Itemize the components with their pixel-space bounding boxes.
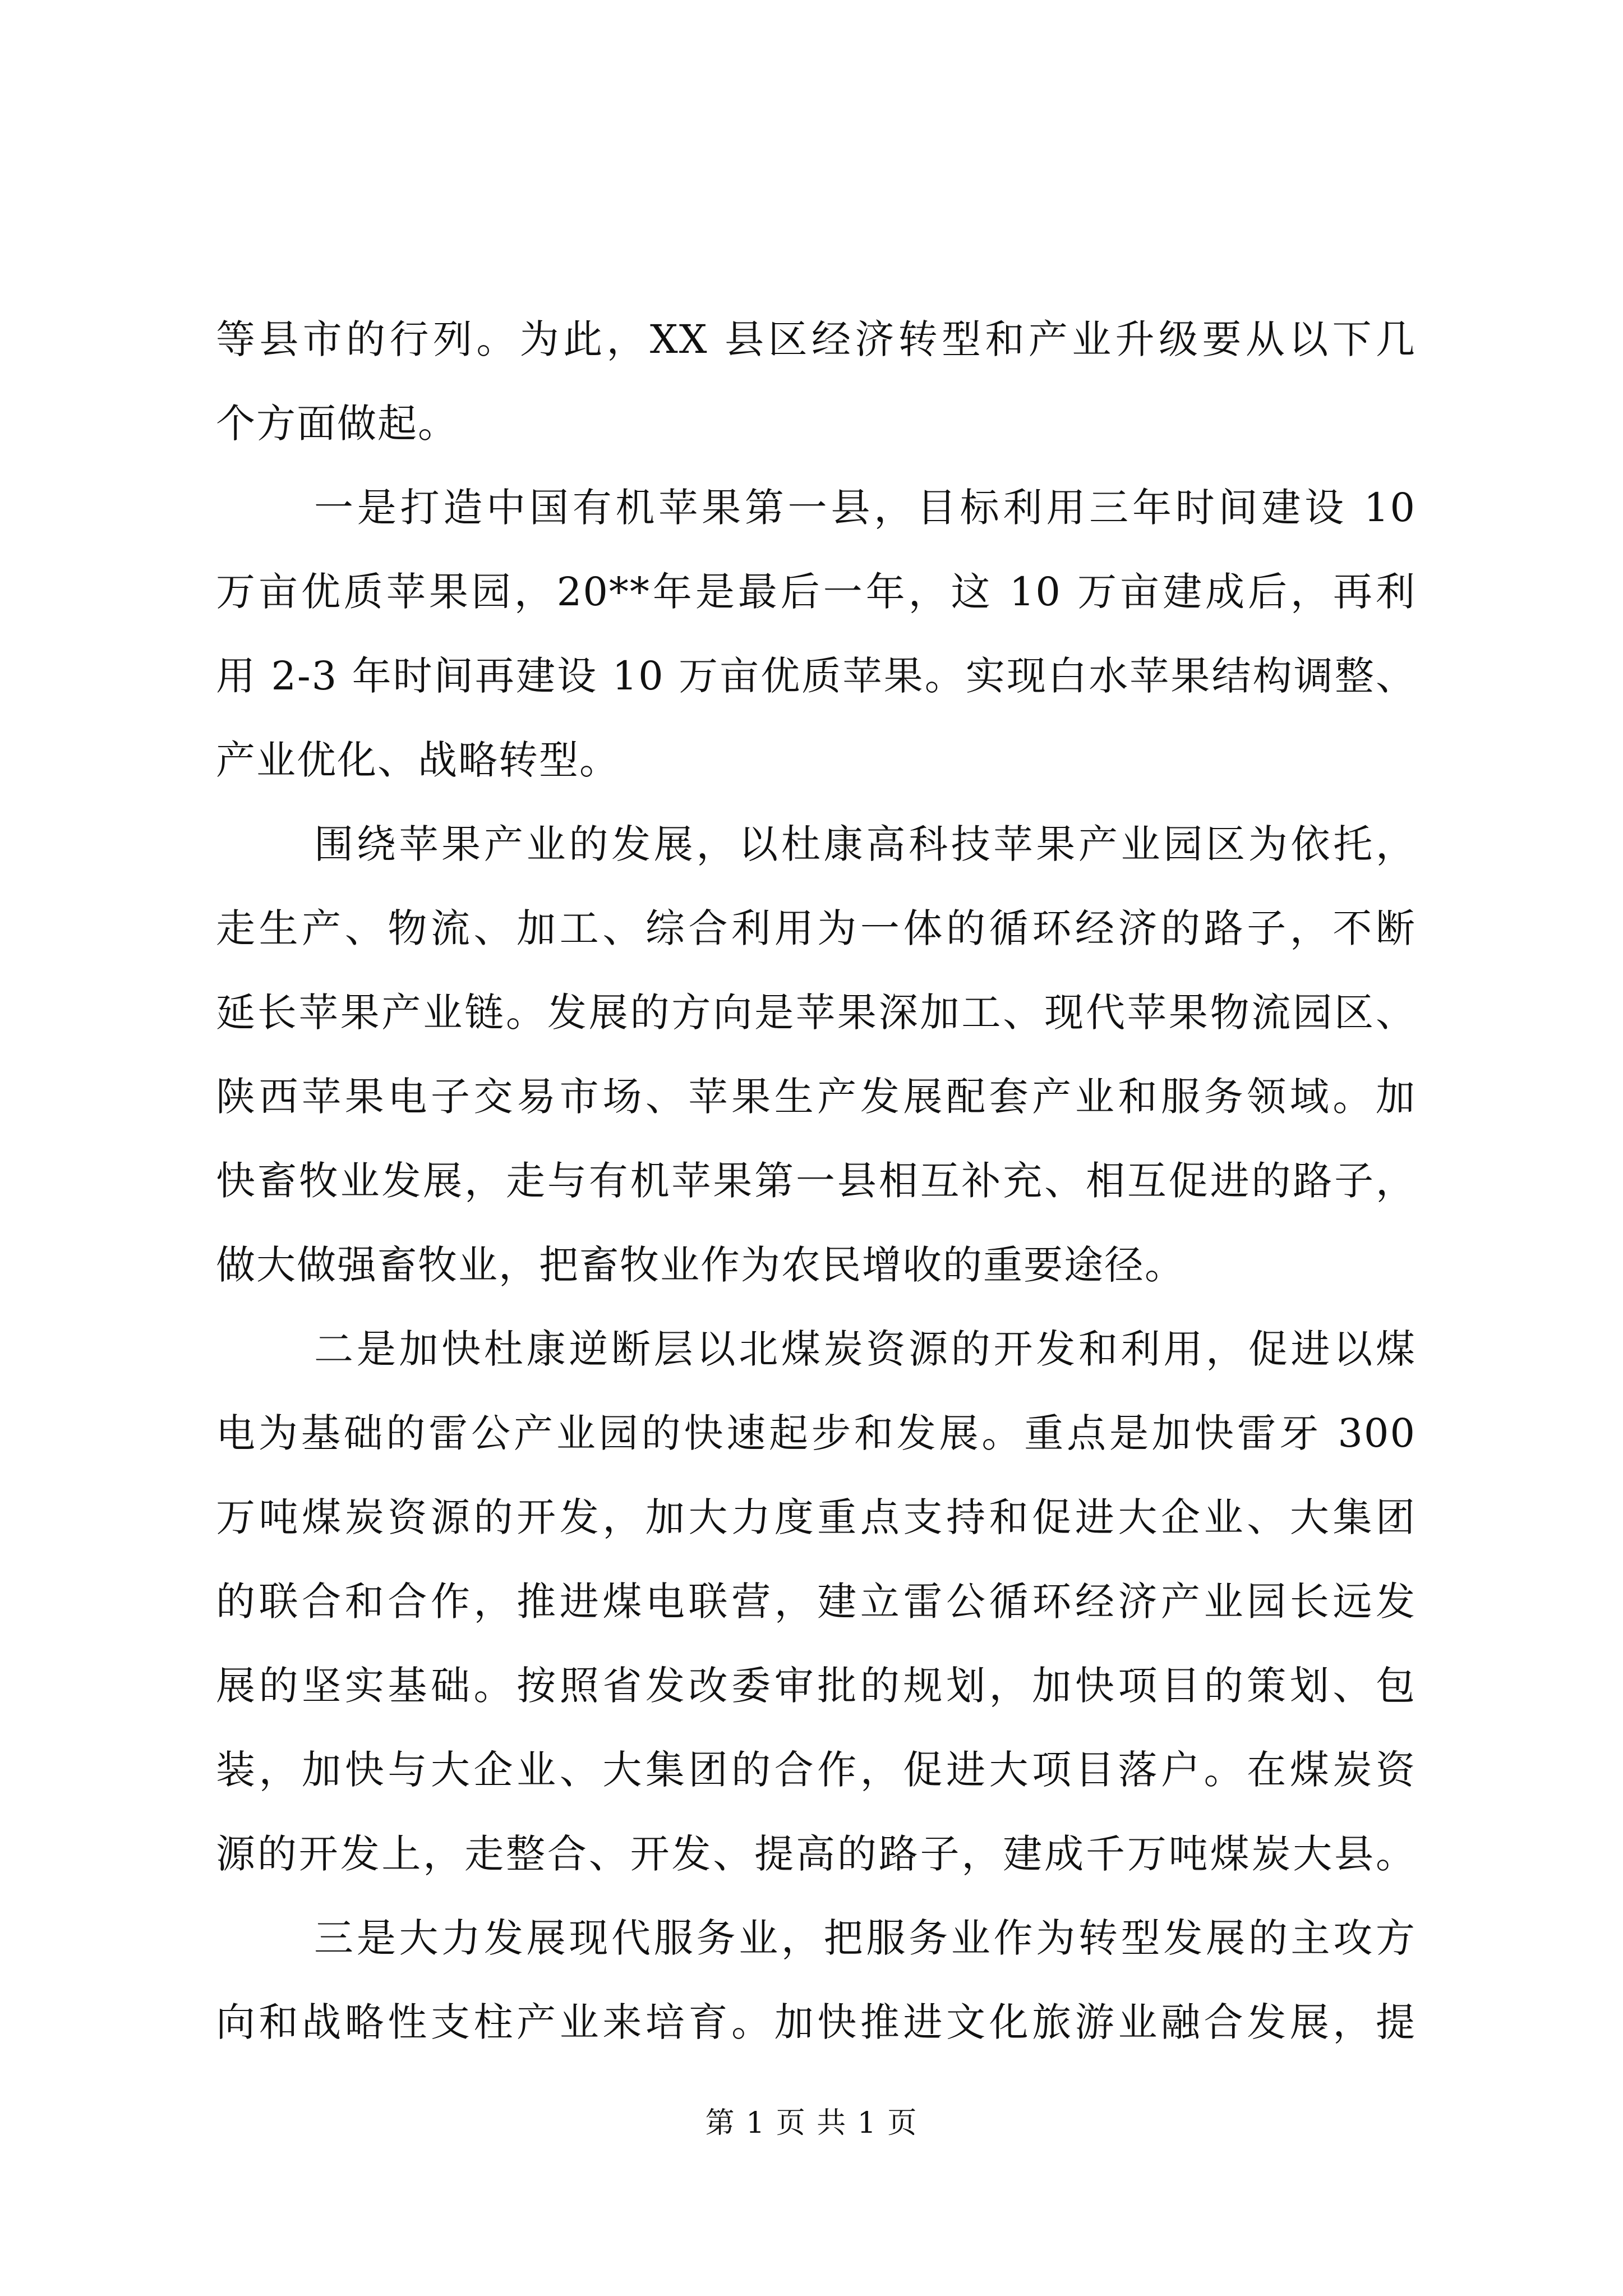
- text-line: 等县市的行列。为此，XX 县区经济转型和产业升级要从以下几: [216, 316, 1416, 362]
- page-number-footer: 第 1 页 共 1 页: [705, 2106, 918, 2140]
- text-line: 万吨煤炭资源的开发，加大力度重点支持和促进大企业、大集团: [216, 1494, 1416, 1540]
- text-line: 一是打造中国有机苹果第一县，目标利用三年时间建设 10: [314, 485, 1416, 531]
- text-line: 二是加快杜康逆断层以北煤炭资源的开发和利用，促进以煤: [314, 1326, 1416, 1372]
- text-line: 产业优化、战略转型。: [216, 737, 620, 783]
- text-line: 电为基础的雷公产业园的快速起步和发展。重点是加快雷牙 300: [216, 1410, 1416, 1456]
- text-line: 陕西苹果电子交易市场、苹果生产发展配套产业和服务领域。加: [216, 1074, 1416, 1120]
- text-line: 快畜牧业发展，走与有机苹果第一县相互补充、相互促进的路子，: [216, 1158, 1416, 1204]
- text-line: 三是大力发展现代服务业，把服务业作为转型发展的主攻方: [314, 1915, 1416, 1961]
- text-line: 展的坚实基础。按照省发改委审批的规划，加快项目的策划、包: [216, 1663, 1416, 1709]
- text-line: 围绕苹果产业的发展，以杜康高科技苹果产业园区为依托，: [314, 821, 1416, 867]
- text-line: 源的开发上，走整合、开发、提高的路子，建成千万吨煤炭大县。: [216, 1831, 1416, 1877]
- text-line: 装，加快与大企业、大集团的合作，促进大项目落户。在煤炭资: [216, 1747, 1416, 1793]
- text-line: 万亩优质苹果园，20**年是最后一年，这 10 万亩建成后，再利: [216, 569, 1416, 615]
- text-line: 个方面做起。: [216, 401, 458, 447]
- text-line: 向和战略性支柱产业来培育。加快推进文化旅游业融合发展，提: [216, 1999, 1416, 2045]
- text-line: 延长苹果产业链。发展的方向是苹果深加工、现代苹果物流园区、: [216, 990, 1416, 1036]
- text-line: 走生产、物流、加工、综合利用为一体的循环经济的路子，不断: [216, 905, 1416, 951]
- text-line: 用 2-3 年时间再建设 10 万亩优质苹果。实现白水苹果结构调整、: [216, 653, 1416, 699]
- text-line: 的联合和合作，推进煤电联营，建立雷公循环经济产业园长远发: [216, 1579, 1416, 1625]
- text-line: 做大做强畜牧业，把畜牧业作为农民增收的重要途径。: [216, 1242, 1185, 1288]
